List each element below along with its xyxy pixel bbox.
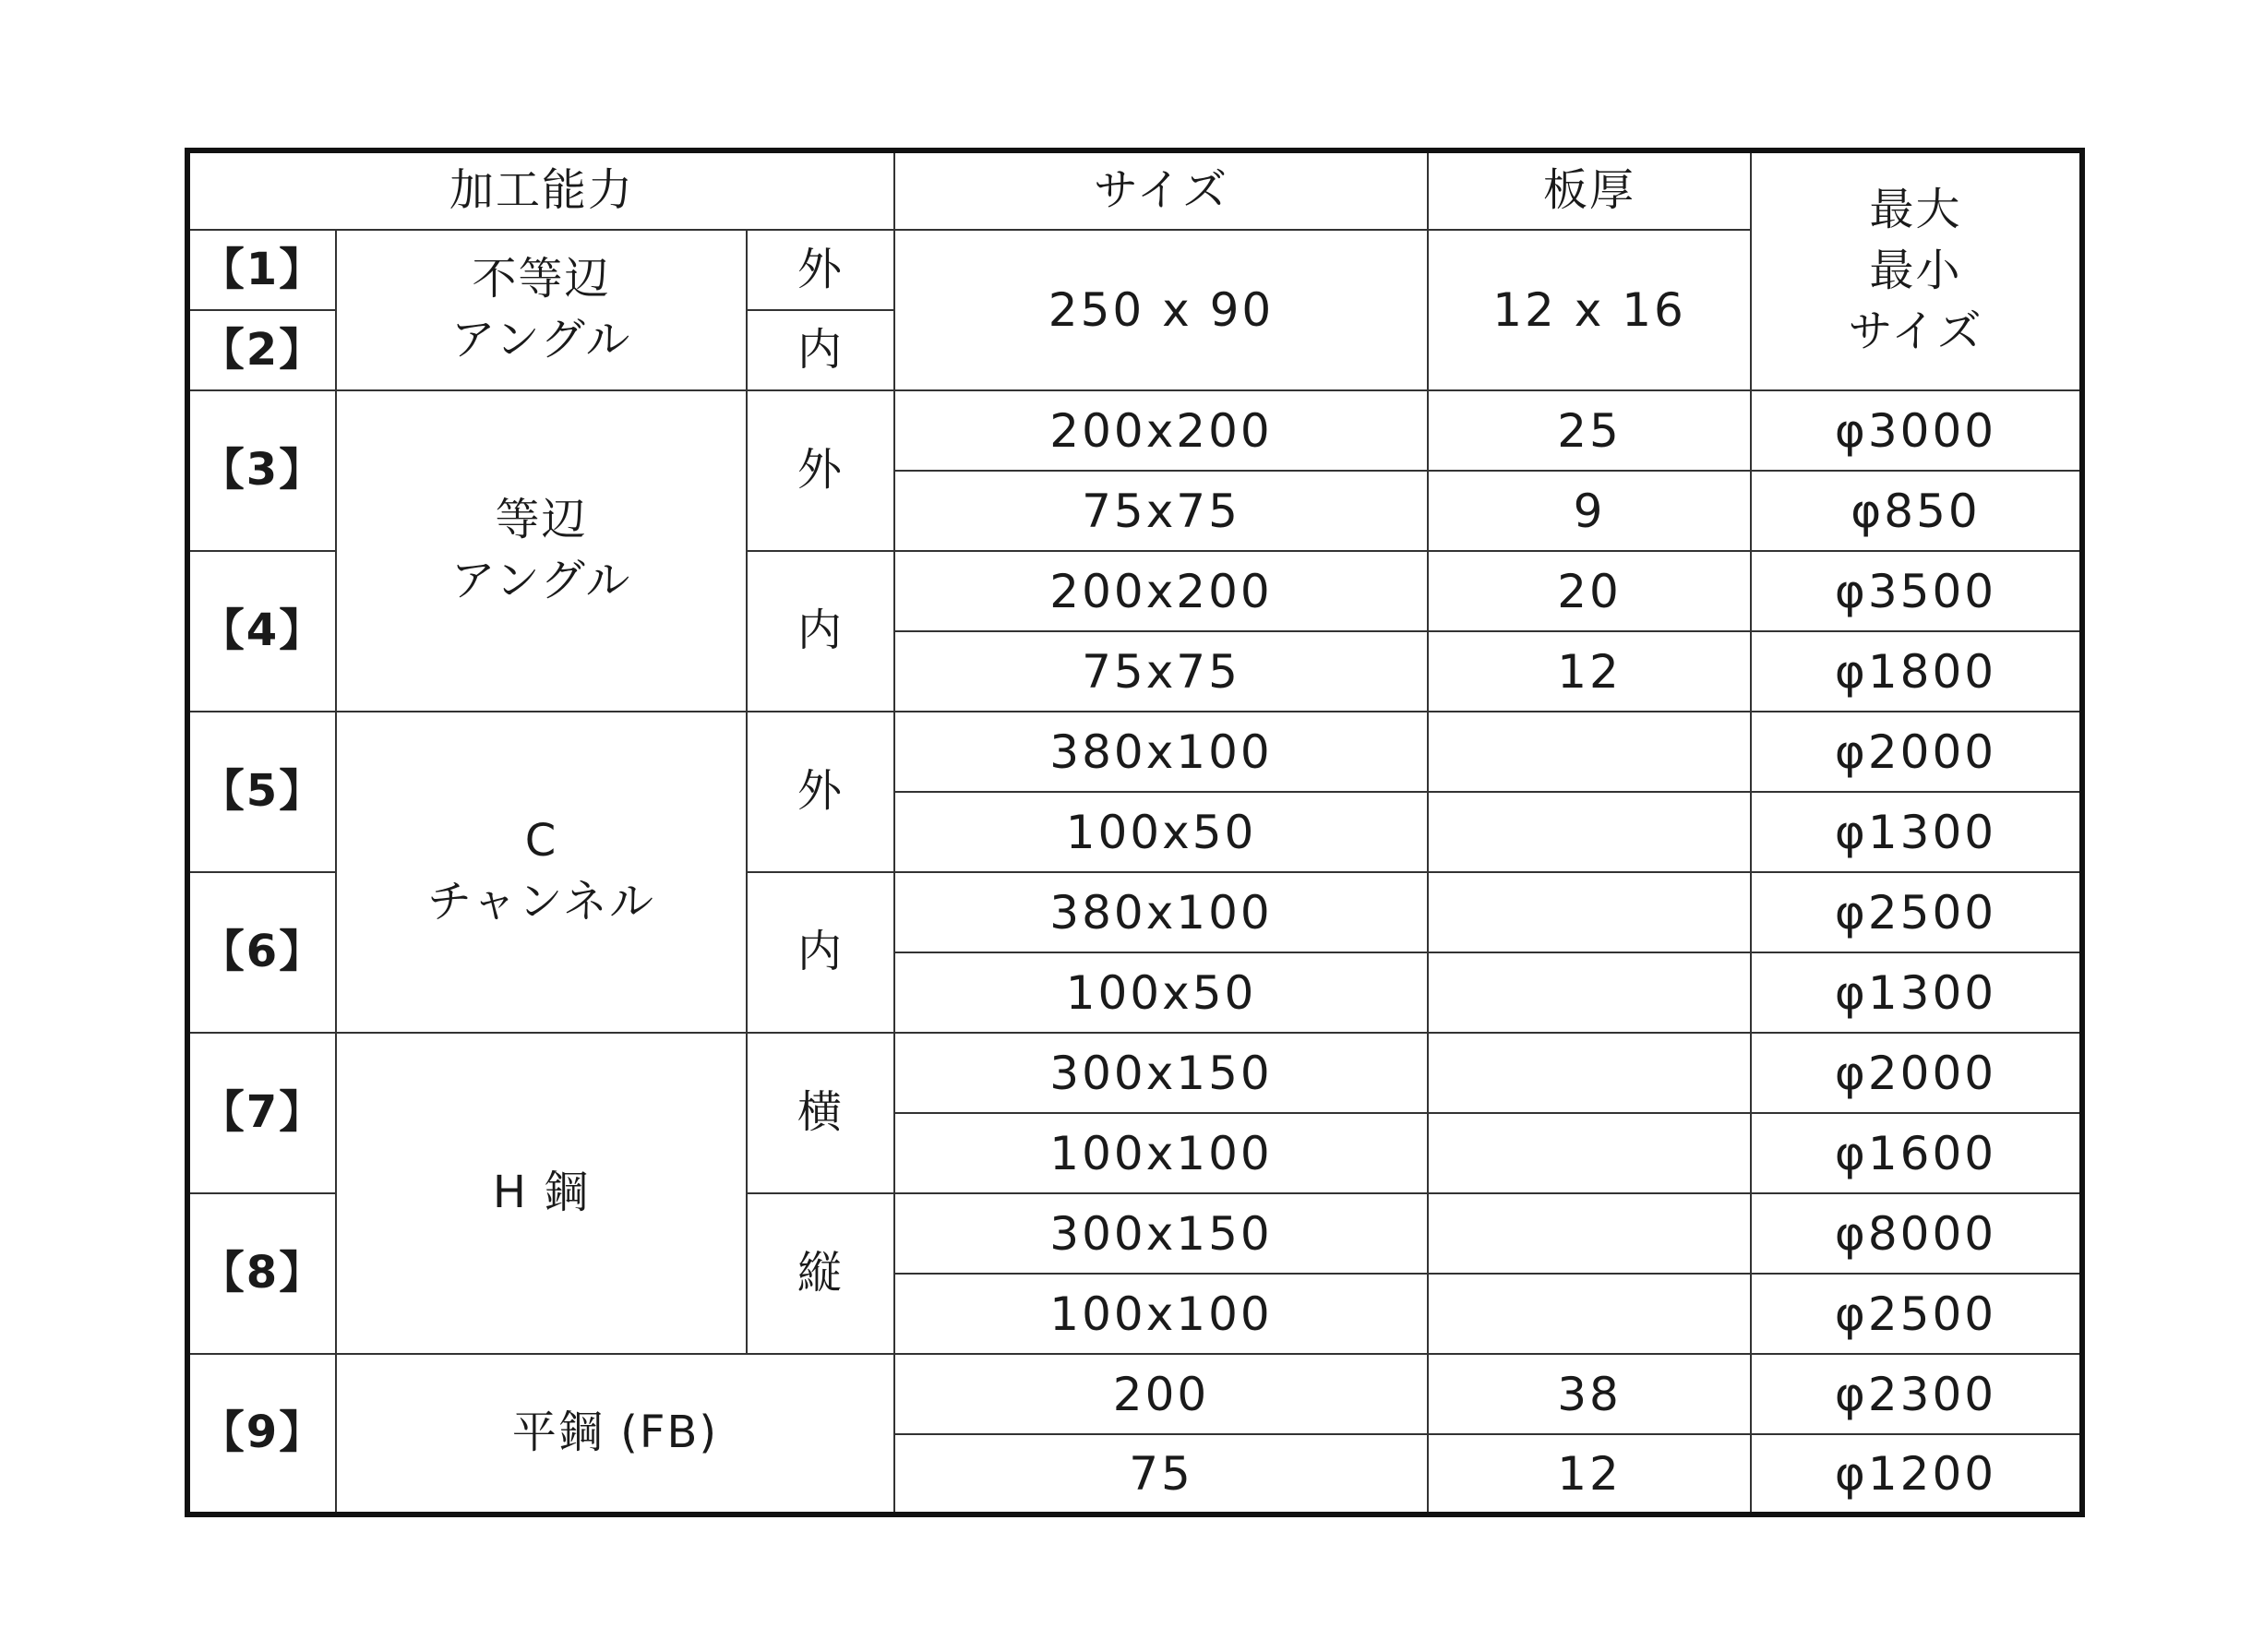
table-row: [187, 712, 2082, 792]
item-name-line: チャンネル: [426, 876, 656, 928]
item-name: [336, 230, 747, 390]
min-size-cell: φ2500: [1751, 1274, 2082, 1354]
min-size-cell: φ8000: [1751, 1193, 2082, 1274]
direction: 縦: [747, 1193, 894, 1354]
size-cell: 100x50: [894, 792, 1428, 872]
size-cell: 380x100: [894, 712, 1428, 792]
min-size-cell: φ1300: [1751, 792, 2082, 872]
thickness-cell: [1428, 872, 1751, 952]
thickness-cell: [1428, 792, 1751, 872]
thickness-cell: 12 x 16: [1428, 230, 1751, 390]
min-size-cell: φ2300: [1751, 1354, 2082, 1434]
size-cell: 300x150: [894, 1193, 1428, 1274]
table-header-row: [187, 150, 2082, 230]
item-id: 【3】: [187, 390, 336, 551]
size-cell: 75x75: [894, 471, 1428, 551]
item-name: 平鋼 (FB): [336, 1354, 894, 1514]
item-name: [336, 712, 747, 1033]
thickness-cell: [1428, 1193, 1751, 1274]
min-size-cell: φ1200: [1751, 1434, 2082, 1514]
table-row: [187, 390, 2082, 471]
min-size-cell: φ2000: [1751, 1033, 2082, 1113]
item-id: 【4】: [187, 551, 336, 712]
thickness-cell: 9: [1428, 471, 1751, 551]
thickness-cell: 25: [1428, 390, 1751, 471]
header-size: サイズ: [894, 150, 1428, 230]
min-size-cell: φ3000: [1751, 390, 2082, 471]
direction: 内: [747, 872, 894, 1033]
item-name-line: アングル: [450, 314, 632, 365]
direction: 横: [747, 1033, 894, 1193]
item-name-line: C: [524, 815, 558, 868]
header-min-size-line1: 最大: [1869, 184, 1962, 236]
direction: 外: [747, 230, 894, 310]
thickness-cell: 20: [1428, 551, 1751, 631]
item-name: H 鋼: [336, 1033, 747, 1354]
min-size-cell: φ1800: [1751, 631, 2082, 712]
size-cell: 200x200: [894, 390, 1428, 471]
thickness-cell: [1428, 1033, 1751, 1113]
min-size-cell: φ1600: [1751, 1113, 2082, 1193]
size-cell: 200: [894, 1354, 1428, 1434]
direction: 内: [747, 551, 894, 712]
table-row: [187, 1033, 2082, 1113]
size-cell: 250 x 90: [894, 230, 1428, 390]
size-cell: 100x100: [894, 1274, 1428, 1354]
size-cell: 75: [894, 1434, 1428, 1514]
item-name: [336, 390, 747, 712]
thickness-cell: [1428, 712, 1751, 792]
item-name-line: アングル: [450, 555, 632, 606]
min-size-cell: φ1300: [1751, 952, 2082, 1033]
size-cell: 100x50: [894, 952, 1428, 1033]
thickness-cell: [1428, 1113, 1751, 1193]
min-size-cell: φ850: [1751, 471, 2082, 551]
thickness-cell: [1428, 952, 1751, 1033]
direction: 内: [747, 310, 894, 390]
size-cell: 100x100: [894, 1113, 1428, 1193]
header-min-size-line3: サイズ: [1848, 305, 1983, 357]
thickness-cell: 12: [1428, 1434, 1751, 1514]
thickness-cell: 38: [1428, 1354, 1751, 1434]
item-id: 【7】: [187, 1033, 336, 1193]
item-id: 【6】: [187, 872, 336, 1033]
size-cell: 200x200: [894, 551, 1428, 631]
min-size-cell: φ2000: [1751, 712, 2082, 792]
item-id: 【9】: [187, 1354, 336, 1514]
table-row: [187, 1354, 2082, 1434]
processing-capability-table: [185, 148, 2085, 1517]
thickness-cell: 12: [1428, 631, 1751, 712]
item-id: 【8】: [187, 1193, 336, 1354]
min-size-cell: φ2500: [1751, 872, 2082, 952]
min-size-cell: φ3500: [1751, 551, 2082, 631]
item-id: 【2】: [187, 310, 336, 390]
header-min-size: [1751, 150, 2082, 390]
header-capability: 加工能力: [187, 150, 894, 230]
thickness-cell: [1428, 1274, 1751, 1354]
direction: 外: [747, 712, 894, 872]
size-cell: 300x150: [894, 1033, 1428, 1113]
item-name-line: 等辺: [495, 494, 588, 546]
item-name-line: 不等辺: [472, 253, 611, 305]
size-cell: 380x100: [894, 872, 1428, 952]
size-cell: 75x75: [894, 631, 1428, 712]
header-thickness: 板厚: [1428, 150, 1751, 230]
item-id: 【5】: [187, 712, 336, 872]
header-min-size-line2: 最小: [1869, 245, 1962, 297]
item-id: 【1】: [187, 230, 336, 310]
direction: 外: [747, 390, 894, 551]
